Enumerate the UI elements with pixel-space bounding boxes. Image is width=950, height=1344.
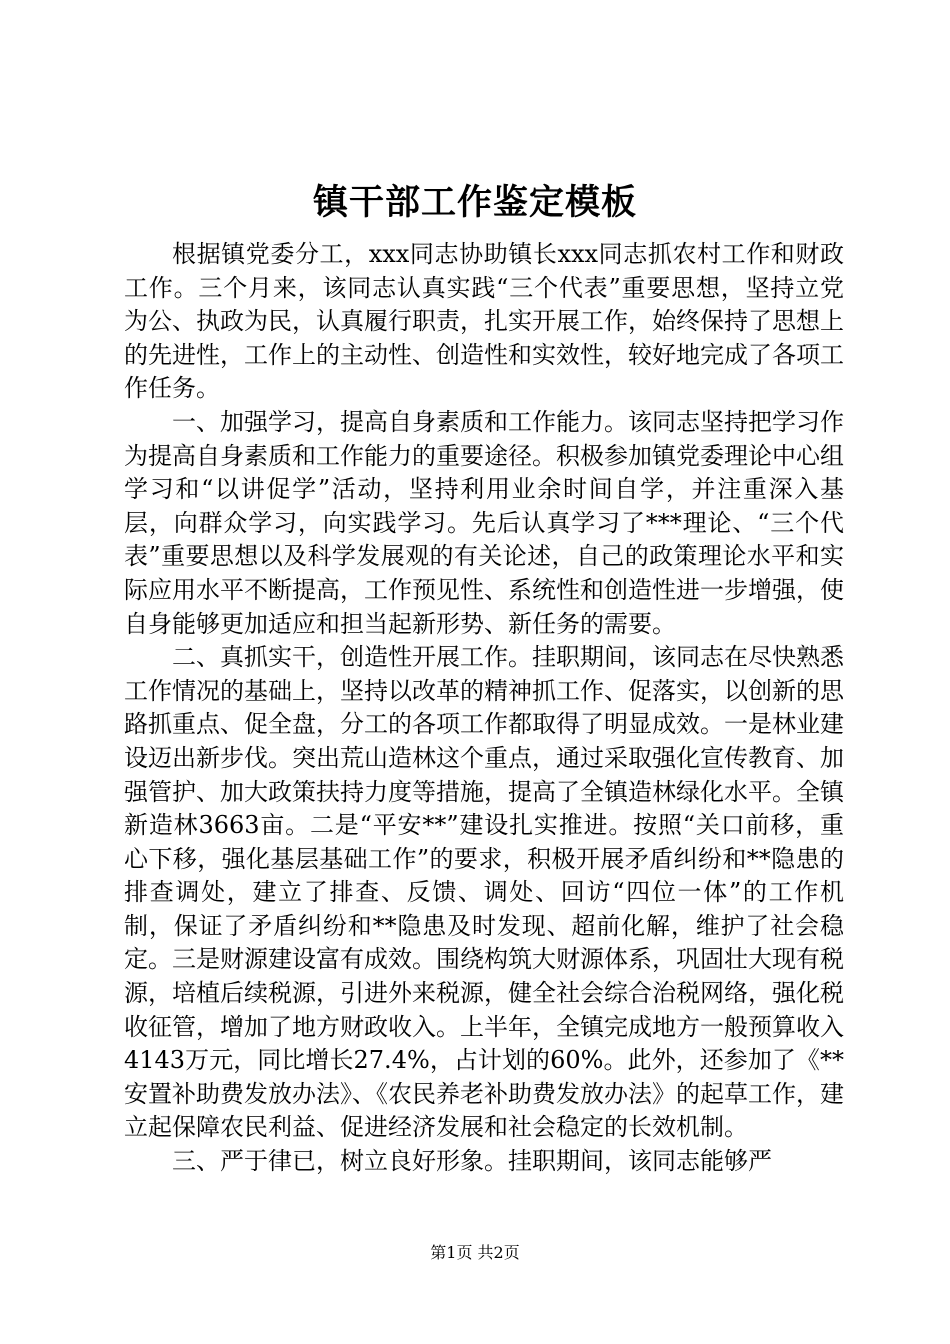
document-title: 镇干部工作鉴定模板 xyxy=(312,182,637,223)
page-number-footer: 第1页 共2页 xyxy=(430,1243,520,1262)
paragraph-section-1: 一、加强学习，提高自身素质和工作能力。该同志坚持把学习作为提高自身素质和工作能力的重要途径。积极参加镇党委理论中心组学习和“以讲促学”活动，坚持利用业余时间自学，并注重深入基层，向群众学习，向实践学习。先后认真学习了***理论、“三个代表”重要思想以及科学发展观的有关论述，自己的政策理论水平和实际应用水平不断提高，工作预见性、系统性和创造性进一步增强，使自身能够更加适应和担当起新形势、新任务的需要。 xyxy=(124,407,844,638)
document-body xyxy=(124,238,844,1179)
paragraph-section-2: 二、真抓实干，创造性开展工作。挂职期间，该同志在尽快熟悉工作情况的基础上，坚持以改革的精神抓工作、促落实，以创新的思路抓重点、促全盘，分工的各项工作都取得了明显成效。一是林业建设迈出新步伐。突出荒山造林这个重点，通过采取强化宣传教育、加强管护、加大政策扶持力度等措施，提高了全镇造林绿化水平。全镇新造林3663亩。二是“平安**”建设扎实推进。按照“关口前移，重心下移，强化基层基础工作”的要求，积极开展矛盾纠纷和**隐患的排查调处，建立了排查、反馈、调处、回访“四位一体”的工作机制，保证了矛盾纠纷和**隐患及时发现、超前化解，维护了社会稳定。三是财源建设富有成效。围绕构筑大财源体系，巩固壮大现有税源，培植后续税源，引进外来税源，健全社会综合治税网络，强化税收征管，增加了地方财政收入。上半年，全镇完成地方一般预算收入4143万元，同比增长27.4%，占计划的60%。此外，还参加了《**安置补助费发放办法》、《农民养老补助费发放办法》的起草工作，建立起保障农民利益、促进经济发展和社会稳定的长效机制。 xyxy=(124,643,844,1142)
paragraph-section-3: 三、严于律已，树立良好形象。挂职期间，该同志能够严 xyxy=(172,1147,772,1176)
paragraph-intro: 根据镇党委分工，xxx同志协助镇长xxx同志抓农村工作和财政工作。三个月来，该同志认真实践“三个代表”重要思想，坚持立党为公、执政为民，认真履行职责，扎实开展工作，始终保持了思想上的先进性，工作上的主动性、创造性和实效性，较好地完成了各项工作任务。 xyxy=(124,240,844,403)
